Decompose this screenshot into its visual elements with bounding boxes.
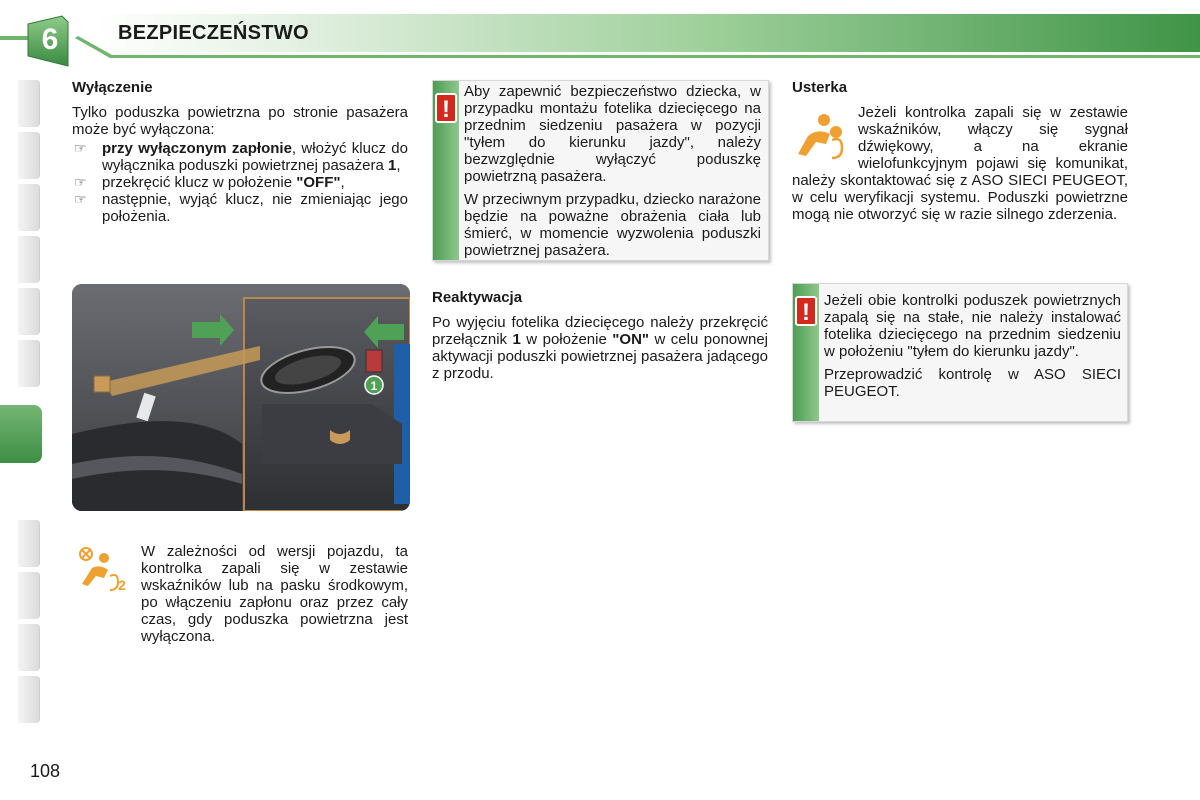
deactivation-intro: Tylko poduszka powietrzna po stronie pasażera może być wyłączona: — [72, 104, 408, 138]
fault-text: Jeżeli kontrolka zapali się w zestawie wskaźników, włączy się sygnał dźwiękowy, a na ekranie wielofunkcyjnym pojawi się komunikat, należy skontaktować się z ASO SIECI PEUGEOT, w celu weryfikacji systemu. Poduszki powietrzne mogą nie otworzyć się w razie silnego zderzenia. — [792, 104, 1128, 223]
step-text: , włożyć klucz do wyłącznika poduszki powietrznej pasażera — [102, 140, 408, 174]
airbag-switch-photo — [72, 284, 410, 511]
reactivation-text — [432, 314, 768, 382]
indicator-description: W zależności od wersji pojazdu, ta kontrolka zapali się w zestawie wskaźników lub na pasku środkowym, po włączeniu zapłonu oraz przez cały czas, gdy poduszka powietrzna jest wyłączona. — [141, 543, 408, 645]
airbag-off-warning-icon — [74, 546, 130, 592]
switch-number: 1 — [512, 331, 521, 348]
warning-paragraph: Przeprowadzić kontrolę w ASO SIECI PEUGEOT. — [824, 366, 1121, 400]
step-emphasis: przy wyłączonym zapłonie — [102, 140, 292, 157]
svg-text:2: 2 — [118, 577, 126, 592]
step-item — [72, 191, 408, 225]
fault-heading: Usterka — [792, 79, 848, 96]
exclamation-icon: ! — [435, 93, 457, 123]
dual-airbag-warning-box — [792, 283, 1128, 422]
chapter-tabs — [0, 80, 42, 720]
exclamation-icon: ! — [795, 296, 817, 326]
fault-text-wrap — [792, 104, 1128, 223]
reactivation-heading: Reaktywacja — [432, 289, 523, 306]
step-item — [72, 140, 408, 174]
text-run: Po wyjęciu fotelika dziecięcego należy przekręcić przełącznik — [432, 314, 768, 348]
chapter-header — [0, 0, 1200, 68]
pointing-hand-icon: ☞ — [74, 191, 87, 207]
step-item — [72, 174, 408, 191]
warning-paragraph: Aby zapewnić bezpieczeństwo dziecka, w przypadku montażu fotelika dziecięcego na przednim siedzeniu pasażera w pozycji "tyłem do kierunku jazdy", należy bezwzględnie wyłączyć poduszkę powietrzną pasażera. — [464, 83, 761, 185]
step-text: następnie, wyjąć klucz, nie zmieniając jego położenia. — [102, 191, 408, 225]
text-run: w położenie — [520, 331, 613, 348]
switch-label: 1 — [370, 379, 378, 393]
chapter-tab[interactable] — [18, 572, 40, 619]
airbag-fault-icon — [792, 104, 858, 172]
step-punct: , — [340, 174, 345, 191]
chapter-tab[interactable] — [18, 80, 40, 127]
chapter-tab[interactable] — [18, 624, 40, 671]
warning-text — [464, 83, 761, 259]
chapter-title: BEZPIECZEŃSTWO — [118, 22, 309, 44]
step-number: 1 — [387, 157, 397, 174]
deactivation-heading: Wyłączenie — [72, 79, 153, 96]
warning-text — [824, 292, 1121, 400]
chapter-tab[interactable] — [18, 676, 40, 723]
chapter-tab[interactable] — [18, 184, 40, 231]
dashboard-illustration — [72, 284, 410, 511]
page-number: 108 — [30, 761, 61, 781]
text-run: w celu ponownej aktywacji poduszki powietrznej pasażera jadącego z przodu. — [432, 331, 768, 382]
warning-paragraph: Jeżeli obie kontrolki poduszek powietrznych zapalą się na stałe, nie należy instalować fotelika dziecięcego na przednim siedzeniu w położeniu "tyłem do kierunku jazdy". — [824, 292, 1121, 360]
chapter-tab[interactable] — [18, 340, 40, 387]
chapter-tab-active[interactable] — [0, 405, 42, 463]
fault-section — [792, 79, 1128, 223]
pointing-hand-icon: ☞ — [74, 140, 87, 156]
reactivation-section — [432, 289, 768, 382]
chapter-tab[interactable] — [18, 520, 40, 567]
chapter-tab[interactable] — [18, 288, 40, 335]
child-seat-warning-box — [432, 80, 769, 261]
step-punct: , — [396, 157, 401, 174]
text-emphasis: "ON" — [612, 331, 650, 348]
step-emphasis: "OFF" — [296, 174, 341, 191]
deactivation-steps — [72, 140, 408, 225]
pointing-hand-icon: ☞ — [74, 174, 87, 190]
deactivation-section — [72, 79, 408, 225]
warning-paragraph: W przeciwnym przypadku, dziecko narażone będzie na poważne obrażenia ciała lub śmierć, w momencie wyzwolenia poduszki powietrznej pasażera. — [464, 191, 761, 259]
chapter-tab[interactable] — [18, 132, 40, 179]
step-text: przekręcić klucz w położenie — [102, 174, 297, 191]
chapter-number: 6 — [41, 23, 59, 56]
chapter-tab[interactable] — [18, 236, 40, 283]
